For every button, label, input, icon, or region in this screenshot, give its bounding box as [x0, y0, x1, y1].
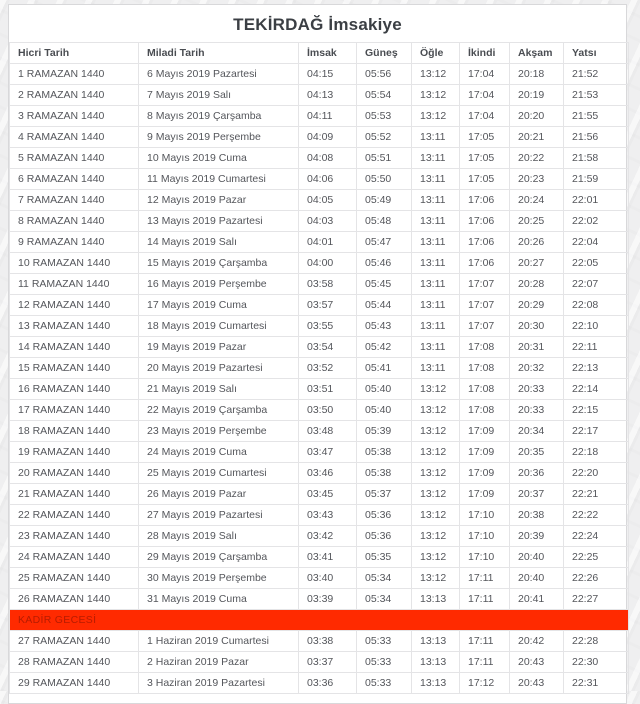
table-cell: 04:13	[299, 85, 357, 106]
table-cell: 17:07	[460, 295, 510, 316]
table-cell: 20:25	[510, 211, 564, 232]
table-cell: 20:29	[510, 295, 564, 316]
table-cell: 17:05	[460, 148, 510, 169]
table-cell: 22:04	[564, 232, 629, 253]
table-cell: 03:42	[299, 526, 357, 547]
column-header: Öğle	[412, 43, 460, 64]
table-cell: 13:12	[412, 442, 460, 463]
table-cell: 13:11	[412, 337, 460, 358]
table-cell: 2 RAMAZAN 1440	[10, 85, 139, 106]
table-cell: 17:11	[460, 652, 510, 673]
table-cell: 05:46	[357, 253, 412, 274]
table-cell: 04:05	[299, 190, 357, 211]
table-cell: 13:13	[412, 589, 460, 610]
table-cell: 05:40	[357, 400, 412, 421]
table-row	[10, 211, 629, 232]
table-cell: 22 Mayıs 2019 Çarşamba	[139, 400, 299, 421]
table-cell: 22:20	[564, 463, 629, 484]
table-row	[10, 568, 629, 589]
table-cell: 1 RAMAZAN 1440	[10, 64, 139, 85]
table-cell: 1 Haziran 2019 Cumartesi	[139, 631, 299, 652]
table-row	[10, 148, 629, 169]
table-cell: 04:08	[299, 148, 357, 169]
table-row	[10, 64, 629, 85]
table-cell: 12 Mayıs 2019 Pazar	[139, 190, 299, 211]
table-cell: 17:04	[460, 85, 510, 106]
table-cell: 20:38	[510, 505, 564, 526]
table-cell: 17:06	[460, 253, 510, 274]
table-cell: 05:40	[357, 379, 412, 400]
table-cell: 5 RAMAZAN 1440	[10, 148, 139, 169]
table-cell: 20:26	[510, 232, 564, 253]
table-cell: 05:38	[357, 463, 412, 484]
table-cell: 05:47	[357, 232, 412, 253]
table-cell: 17:11	[460, 589, 510, 610]
table-row	[10, 463, 629, 484]
table-cell: 20:35	[510, 442, 564, 463]
table-cell: 13:12	[412, 400, 460, 421]
table-cell: 05:48	[357, 211, 412, 232]
table-row	[10, 442, 629, 463]
table-cell: 22:11	[564, 337, 629, 358]
table-cell: 13:12	[412, 547, 460, 568]
table-cell: 29 Mayıs 2019 Çarşamba	[139, 547, 299, 568]
table-cell: 13:12	[412, 85, 460, 106]
table-cell: 17:05	[460, 127, 510, 148]
table-row	[10, 190, 629, 211]
table-cell: 21:55	[564, 106, 629, 127]
table-cell: 13:11	[412, 316, 460, 337]
table-cell: 22:01	[564, 190, 629, 211]
table-cell: 22:28	[564, 631, 629, 652]
table-cell: 03:38	[299, 631, 357, 652]
table-cell: 28 RAMAZAN 1440	[10, 652, 139, 673]
table-cell: 13:11	[412, 127, 460, 148]
table-cell: 10 RAMAZAN 1440	[10, 253, 139, 274]
table-row	[10, 589, 629, 610]
table-cell: 25 RAMAZAN 1440	[10, 568, 139, 589]
table-cell: 24 RAMAZAN 1440	[10, 547, 139, 568]
table-cell: 13:11	[412, 232, 460, 253]
table-row	[10, 253, 629, 274]
table-cell: 13:12	[412, 568, 460, 589]
table-cell: 03:57	[299, 295, 357, 316]
table-header	[10, 43, 629, 64]
table-cell: 20:37	[510, 484, 564, 505]
table-cell: 22:30	[564, 652, 629, 673]
table-cell: 19 RAMAZAN 1440	[10, 442, 139, 463]
table-cell: 12 RAMAZAN 1440	[10, 295, 139, 316]
table-cell: 27 Mayıs 2019 Pazartesi	[139, 505, 299, 526]
table-cell: 03:40	[299, 568, 357, 589]
table-cell: 17:08	[460, 379, 510, 400]
table-cell: 3 Haziran 2019 Pazartesi	[139, 673, 299, 694]
table-cell: 05:56	[357, 64, 412, 85]
table-cell: 13:12	[412, 379, 460, 400]
kadir-gecesi-row	[10, 610, 629, 631]
table-cell: 17:04	[460, 106, 510, 127]
table-cell: 03:43	[299, 505, 357, 526]
table-cell: 20:24	[510, 190, 564, 211]
table-cell: 17:09	[460, 421, 510, 442]
table-cell: 20 RAMAZAN 1440	[10, 463, 139, 484]
table-cell: 22:26	[564, 568, 629, 589]
table-cell: 20:39	[510, 526, 564, 547]
table-cell: 17:04	[460, 64, 510, 85]
table-cell: 20:30	[510, 316, 564, 337]
table-cell: 05:50	[357, 169, 412, 190]
table-cell: 04:15	[299, 64, 357, 85]
table-cell: 17 RAMAZAN 1440	[10, 400, 139, 421]
table-cell: 03:51	[299, 379, 357, 400]
table-cell: 13 Mayıs 2019 Pazartesi	[139, 211, 299, 232]
table-cell: 19 Mayıs 2019 Pazar	[139, 337, 299, 358]
table-cell: 15 RAMAZAN 1440	[10, 358, 139, 379]
table-cell: 2 Haziran 2019 Pazar	[139, 652, 299, 673]
table-cell: 17:07	[460, 274, 510, 295]
table-cell: 13 RAMAZAN 1440	[10, 316, 139, 337]
table-cell: 20:27	[510, 253, 564, 274]
table-cell: 14 Mayıs 2019 Salı	[139, 232, 299, 253]
table-cell: 20:40	[510, 547, 564, 568]
table-cell: 22:07	[564, 274, 629, 295]
table-row	[10, 85, 629, 106]
table-cell: 05:38	[357, 442, 412, 463]
table-cell: 03:46	[299, 463, 357, 484]
table-cell: 03:55	[299, 316, 357, 337]
table-cell: 30 Mayıs 2019 Perşembe	[139, 568, 299, 589]
table-cell: 03:36	[299, 673, 357, 694]
table-cell: 20:33	[510, 400, 564, 421]
table-cell: 22:18	[564, 442, 629, 463]
table-cell: 13:13	[412, 631, 460, 652]
table-cell: 22:10	[564, 316, 629, 337]
table-cell: 20:40	[510, 568, 564, 589]
table-cell: 22 RAMAZAN 1440	[10, 505, 139, 526]
table-row	[10, 547, 629, 568]
table-cell: 22:13	[564, 358, 629, 379]
table-cell: 20:22	[510, 148, 564, 169]
page-title: TEKİRDAĞ İmsakiye	[233, 15, 402, 34]
table-cell: 17:09	[460, 484, 510, 505]
table-row	[10, 274, 629, 295]
table-cell: 22:02	[564, 211, 629, 232]
table-row	[10, 631, 629, 652]
table-cell: 05:52	[357, 127, 412, 148]
table-cell: 16 RAMAZAN 1440	[10, 379, 139, 400]
table-cell: 17:06	[460, 232, 510, 253]
table-cell: 31 Mayıs 2019 Cuma	[139, 589, 299, 610]
table-cell: 16 Mayıs 2019 Perşembe	[139, 274, 299, 295]
table-cell: 04:06	[299, 169, 357, 190]
table-cell: 22:22	[564, 505, 629, 526]
table-cell: 04:03	[299, 211, 357, 232]
table-cell: 9 Mayıs 2019 Perşembe	[139, 127, 299, 148]
table-cell: 13:11	[412, 295, 460, 316]
table-cell: 22:05	[564, 253, 629, 274]
table-cell: 17 Mayıs 2019 Cuma	[139, 295, 299, 316]
table-cell: 05:51	[357, 148, 412, 169]
table-cell: 05:41	[357, 358, 412, 379]
table-cell: 8 Mayıs 2019 Çarşamba	[139, 106, 299, 127]
column-header: Hicri Tarih	[10, 43, 139, 64]
column-header: İmsak	[299, 43, 357, 64]
table-cell: 13:11	[412, 148, 460, 169]
table-row	[10, 169, 629, 190]
table-row	[10, 106, 629, 127]
table-cell: 22:27	[564, 589, 629, 610]
table-cell: 17:09	[460, 463, 510, 484]
table-cell: 17:09	[460, 442, 510, 463]
table-row	[10, 127, 629, 148]
table-cell: 21 Mayıs 2019 Salı	[139, 379, 299, 400]
imsakiye-table	[9, 42, 629, 694]
table-cell: 23 Mayıs 2019 Perşembe	[139, 421, 299, 442]
table-cell: 17:08	[460, 400, 510, 421]
table-cell: 11 RAMAZAN 1440	[10, 274, 139, 295]
table-cell: 4 RAMAZAN 1440	[10, 127, 139, 148]
table-row	[10, 652, 629, 673]
table-cell: 20:43	[510, 673, 564, 694]
table-cell: 15 Mayıs 2019 Çarşamba	[139, 253, 299, 274]
table-cell: 17:11	[460, 631, 510, 652]
column-header: Yatsı	[564, 43, 629, 64]
table-cell: 03:54	[299, 337, 357, 358]
table-cell: 26 Mayıs 2019 Pazar	[139, 484, 299, 505]
table-cell: 17:05	[460, 169, 510, 190]
table-cell: 13:12	[412, 505, 460, 526]
table-cell: 05:34	[357, 589, 412, 610]
table-cell: 17:12	[460, 673, 510, 694]
table-cell: 23 RAMAZAN 1440	[10, 526, 139, 547]
table-cell: 03:52	[299, 358, 357, 379]
table-cell: 21:58	[564, 148, 629, 169]
table-cell: 05:39	[357, 421, 412, 442]
table-cell: 20:34	[510, 421, 564, 442]
table-cell: 24 Mayıs 2019 Cuma	[139, 442, 299, 463]
table-cell: 13:12	[412, 484, 460, 505]
table-cell: 7 RAMAZAN 1440	[10, 190, 139, 211]
table-cell: 20:42	[510, 631, 564, 652]
table-cell: 22:25	[564, 547, 629, 568]
header-row	[10, 43, 629, 64]
table-cell: 13:11	[412, 190, 460, 211]
table-cell: 05:53	[357, 106, 412, 127]
table-cell: 20:28	[510, 274, 564, 295]
table-cell: 27 RAMAZAN 1440	[10, 631, 139, 652]
table-cell: 20:41	[510, 589, 564, 610]
table-cell: 05:42	[357, 337, 412, 358]
column-header: İkindi	[460, 43, 510, 64]
table-cell: 05:33	[357, 652, 412, 673]
table-cell: 20:36	[510, 463, 564, 484]
table-cell: 28 Mayıs 2019 Salı	[139, 526, 299, 547]
table-cell: 03:50	[299, 400, 357, 421]
table-cell: 17:06	[460, 211, 510, 232]
table-cell: 6 RAMAZAN 1440	[10, 169, 139, 190]
table-cell: 13:11	[412, 358, 460, 379]
table-cell: 03:47	[299, 442, 357, 463]
table-cell: 05:37	[357, 484, 412, 505]
table-cell: 04:09	[299, 127, 357, 148]
table-cell: 21 RAMAZAN 1440	[10, 484, 139, 505]
table-cell: 13:12	[412, 526, 460, 547]
kadir-gecesi-label: KADİR GECESİ	[10, 610, 629, 631]
table-cell: 13:11	[412, 211, 460, 232]
table-cell: 20:23	[510, 169, 564, 190]
table-row	[10, 484, 629, 505]
table-row	[10, 379, 629, 400]
table-cell: 20:19	[510, 85, 564, 106]
column-header: Güneş	[357, 43, 412, 64]
table-row	[10, 337, 629, 358]
table-cell: 14 RAMAZAN 1440	[10, 337, 139, 358]
table-cell: 22:08	[564, 295, 629, 316]
table-cell: 3 RAMAZAN 1440	[10, 106, 139, 127]
table-cell: 13:11	[412, 253, 460, 274]
table-cell: 17:11	[460, 568, 510, 589]
table-cell: 04:11	[299, 106, 357, 127]
table-cell: 21:59	[564, 169, 629, 190]
table-cell: 03:48	[299, 421, 357, 442]
table-cell: 05:36	[357, 526, 412, 547]
table-cell: 13:13	[412, 652, 460, 673]
table-cell: 9 RAMAZAN 1440	[10, 232, 139, 253]
table-cell: 20:32	[510, 358, 564, 379]
table-row	[10, 232, 629, 253]
table-cell: 05:35	[357, 547, 412, 568]
table-cell: 05:44	[357, 295, 412, 316]
table-cell: 13:12	[412, 463, 460, 484]
table-cell: 05:33	[357, 673, 412, 694]
table-cell: 03:58	[299, 274, 357, 295]
table-cell: 05:34	[357, 568, 412, 589]
table-cell: 20:43	[510, 652, 564, 673]
table-cell: 20:31	[510, 337, 564, 358]
table-cell: 05:43	[357, 316, 412, 337]
table-cell: 7 Mayıs 2019 Salı	[139, 85, 299, 106]
table-cell: 22:17	[564, 421, 629, 442]
table-body	[10, 64, 629, 694]
table-row	[10, 358, 629, 379]
table-cell: 20:33	[510, 379, 564, 400]
table-row	[10, 421, 629, 442]
table-cell: 21:52	[564, 64, 629, 85]
table-cell: 6 Mayıs 2019 Pazartesi	[139, 64, 299, 85]
table-row	[10, 295, 629, 316]
table-cell: 18 Mayıs 2019 Cumartesi	[139, 316, 299, 337]
table-cell: 11 Mayıs 2019 Cumartesi	[139, 169, 299, 190]
table-cell: 10 Mayıs 2019 Cuma	[139, 148, 299, 169]
table-row	[10, 400, 629, 421]
table-cell: 13:12	[412, 421, 460, 442]
table-cell: 21:53	[564, 85, 629, 106]
table-cell: 17:08	[460, 358, 510, 379]
table-cell: 20:18	[510, 64, 564, 85]
table-cell: 22:31	[564, 673, 629, 694]
table-cell: 25 Mayıs 2019 Cumartesi	[139, 463, 299, 484]
table-row	[10, 526, 629, 547]
table-cell: 17:10	[460, 547, 510, 568]
table-cell: 03:45	[299, 484, 357, 505]
table-cell: 20:20	[510, 106, 564, 127]
table-cell: 05:45	[357, 274, 412, 295]
table-cell: 22:24	[564, 526, 629, 547]
table-cell: 17:08	[460, 337, 510, 358]
table-row	[10, 505, 629, 526]
table-cell: 17:06	[460, 190, 510, 211]
table-cell: 22:14	[564, 379, 629, 400]
table-row	[10, 673, 629, 694]
table-cell: 05:54	[357, 85, 412, 106]
table-cell: 26 RAMAZAN 1440	[10, 589, 139, 610]
table-cell: 13:12	[412, 64, 460, 85]
table-cell: 17:10	[460, 526, 510, 547]
table-cell: 03:39	[299, 589, 357, 610]
table-cell: 05:36	[357, 505, 412, 526]
table-cell: 20 Mayıs 2019 Pazartesi	[139, 358, 299, 379]
table-cell: 05:49	[357, 190, 412, 211]
table-cell: 8 RAMAZAN 1440	[10, 211, 139, 232]
table-cell: 22:21	[564, 484, 629, 505]
table-cell: 03:37	[299, 652, 357, 673]
table-cell: 13:12	[412, 106, 460, 127]
table-cell: 13:11	[412, 169, 460, 190]
table-cell: 03:41	[299, 547, 357, 568]
table-cell: 17:10	[460, 505, 510, 526]
table-cell: 13:11	[412, 274, 460, 295]
table-cell: 29 RAMAZAN 1440	[10, 673, 139, 694]
table-cell: 22:15	[564, 400, 629, 421]
table-cell: 04:01	[299, 232, 357, 253]
table-cell: 20:21	[510, 127, 564, 148]
table-row	[10, 316, 629, 337]
column-header: Miladi Tarih	[139, 43, 299, 64]
column-header: Akşam	[510, 43, 564, 64]
table-cell: 05:33	[357, 631, 412, 652]
table-cell: 04:00	[299, 253, 357, 274]
imsakiye-card	[8, 4, 627, 704]
table-cell: 21:56	[564, 127, 629, 148]
table-cell: 13:13	[412, 673, 460, 694]
table-cell: 17:07	[460, 316, 510, 337]
table-cell: 18 RAMAZAN 1440	[10, 421, 139, 442]
